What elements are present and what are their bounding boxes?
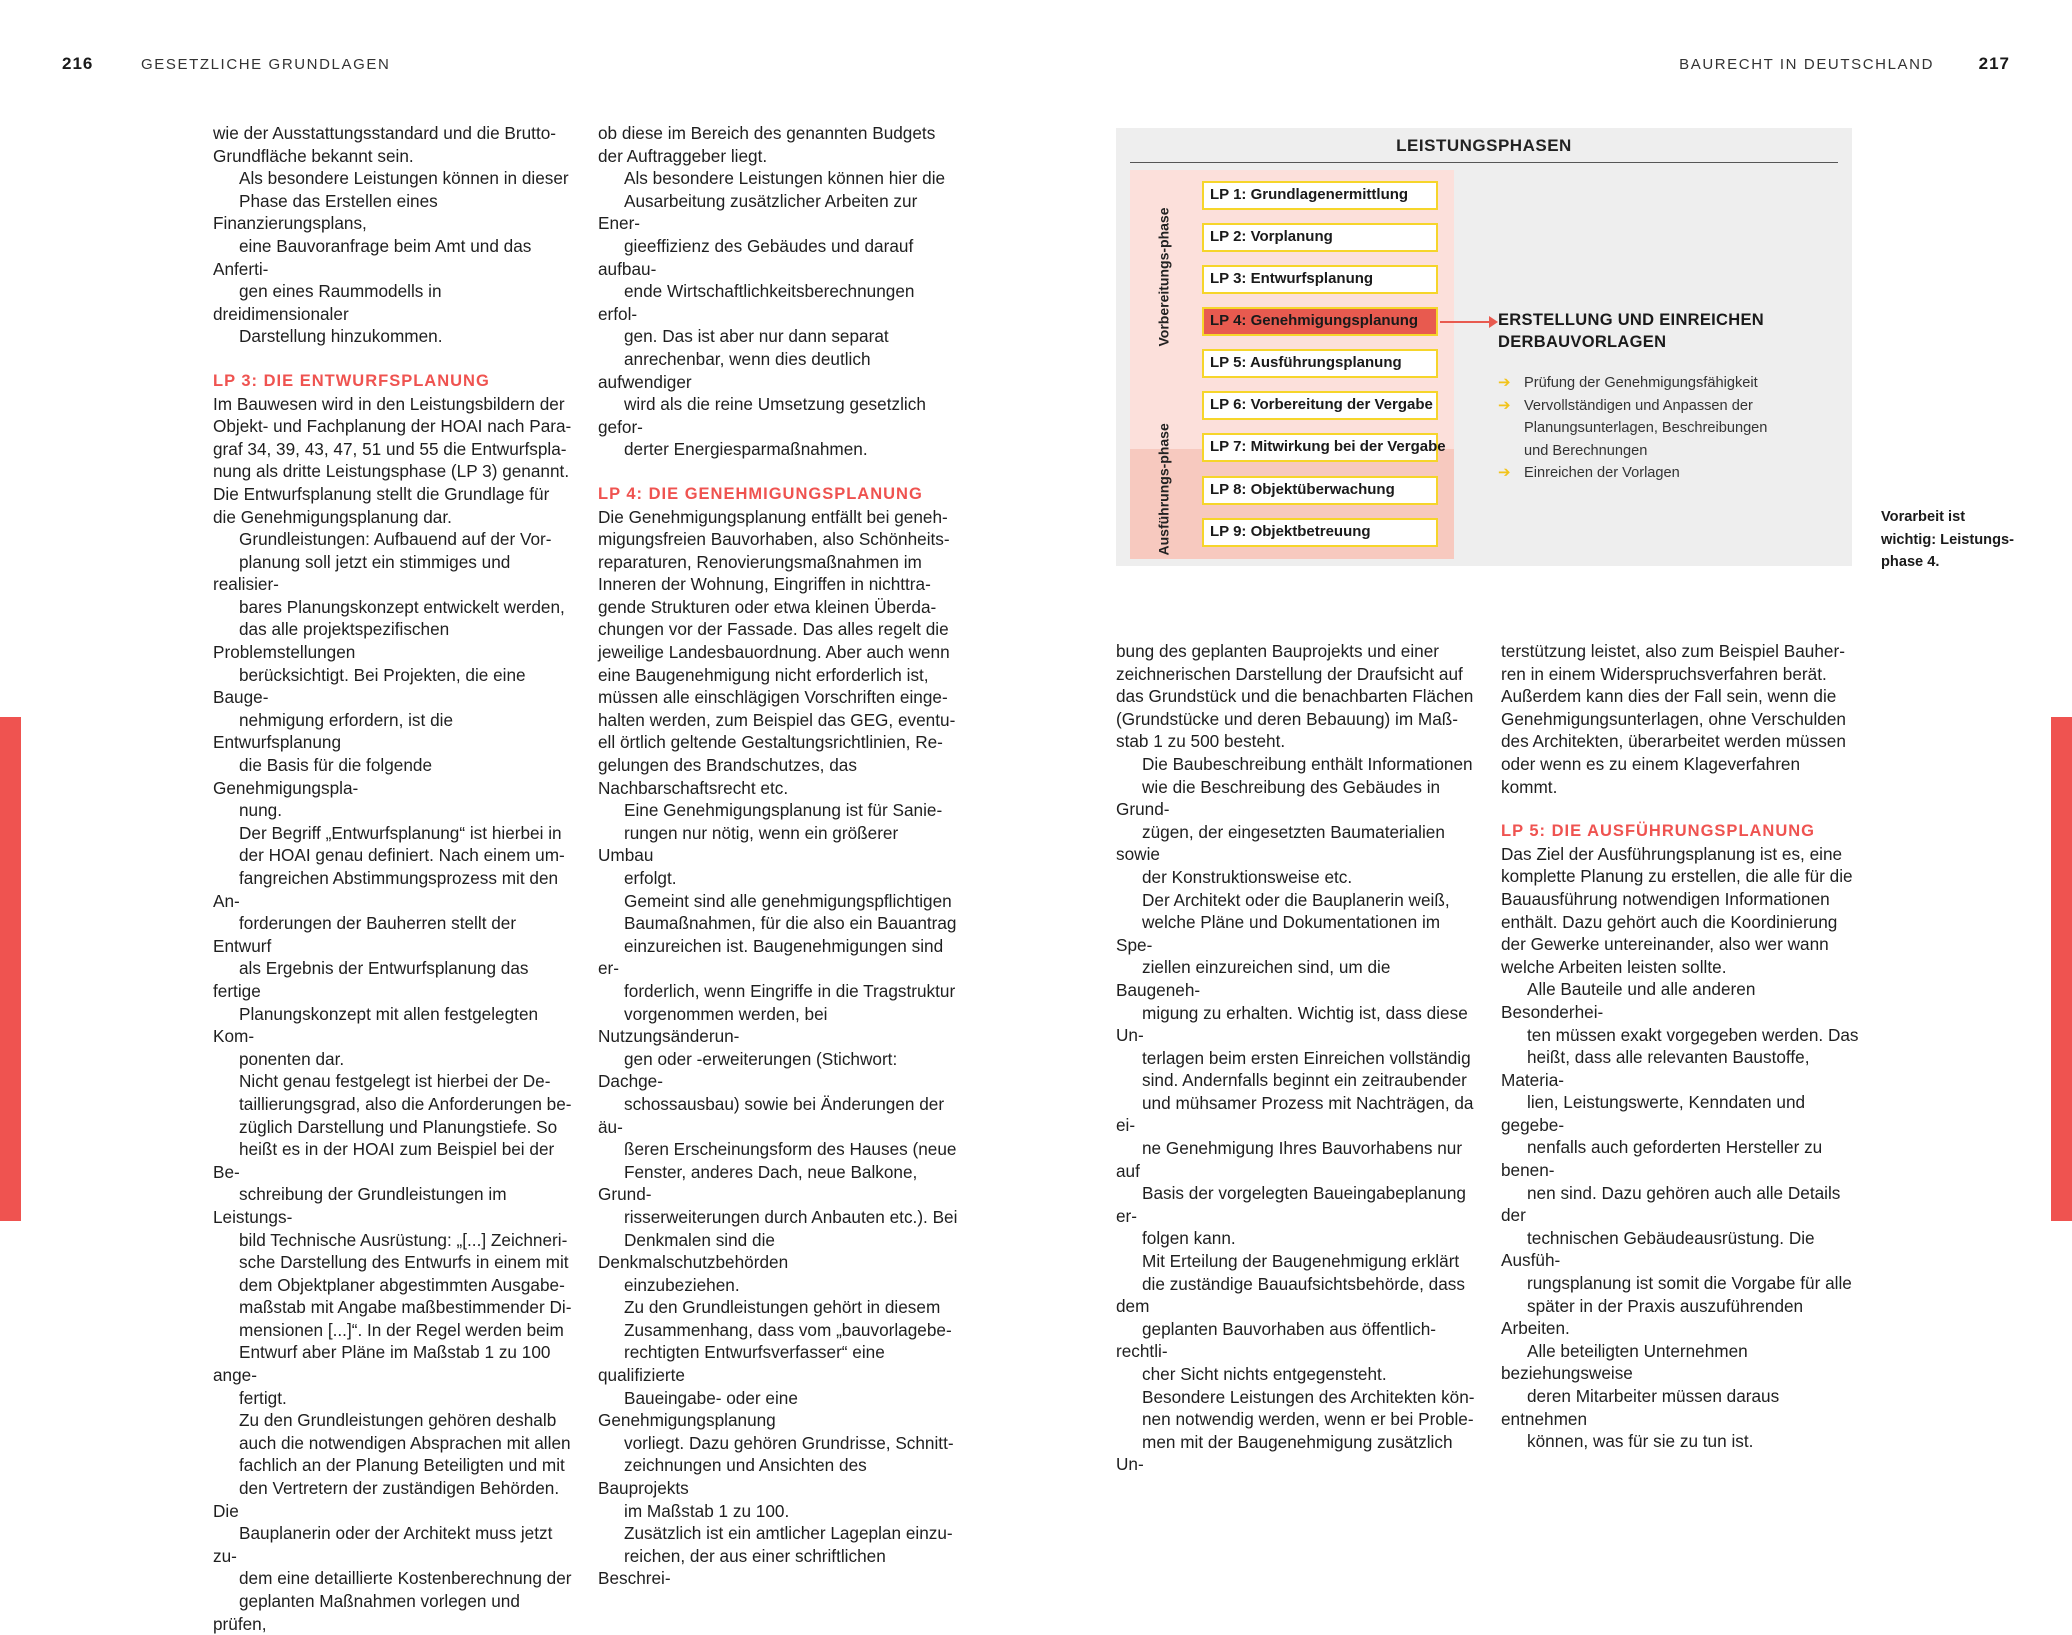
text-line: vorliegt. Dazu gehören Grundrisse, Schnitt- — [624, 1432, 954, 1453]
text-line: risserweiterungen durch Anbauten etc.). Bei — [624, 1206, 958, 1227]
text-line: terstützung leistet, also zum Beispiel Bauher- — [1501, 641, 1845, 661]
text-line: Bauausführung notwendigen Informationen — [1501, 888, 1830, 909]
text-line: Im Bauwesen wird in den Leistungsbildern der — [213, 393, 565, 414]
text-line: welche Pläne und Dokumentationen im Spe- — [1116, 912, 1441, 955]
text-line: Vervollständigen und Anpassen der — [1524, 397, 1753, 414]
text-line: komplette Planung zu erstellen, die alle für die — [1501, 866, 1853, 887]
text-line: dem Objektplaner abgestimmten Ausgabe- — [239, 1274, 565, 1295]
paragraph — [1116, 640, 1476, 753]
text-line: der HOAI genau definiert. Nach einem um- — [239, 845, 565, 866]
bullet-list — [1498, 372, 1818, 485]
phase-box-lp5: LP 5: Ausführungsplanung — [1202, 349, 1438, 378]
text-line: bild Technische Ausrüstung: „[...] Zeichneri- — [239, 1229, 568, 1250]
text-line: schreibung der Grundleistungen im Leistungs- — [213, 1184, 507, 1227]
text-line: reichen, der aus einer schriftlichen Beschrei- — [598, 1545, 886, 1589]
text-line: Außerdem kann dies der Fall sein, wenn die — [1501, 686, 1837, 707]
text-line: im Maßstab 1 zu 100. — [624, 1500, 790, 1521]
text-line: nenfalls auch geforderten Hersteller zu benen- — [1501, 1137, 1823, 1181]
text-line: und mühsamer Prozess mit Nachträgen, da ei- — [1116, 1092, 1474, 1136]
text-line: cher Sicht nichts entgegensteht. — [1142, 1364, 1387, 1384]
text-line: forderungen der Bauherren stellt der Entwurf — [213, 913, 517, 956]
text-line: sind. Andernfalls beginnt ein zeitraubender — [1142, 1070, 1467, 1091]
text-line: Mit Erteilung der Baugenehmigung erklärt — [1142, 1251, 1460, 1272]
text-line: gen oder -erweiterungen (Stichwort: Dachge- — [598, 1048, 898, 1092]
text-line: migung zu erhalten. Wichtig ist, dass diese Un- — [1116, 1002, 1468, 1046]
text-line: zügen, der eingesetzten Baumaterialien sowie — [1116, 821, 1445, 865]
text-line: Eine Genehmigungsplanung ist für Sanie- — [624, 800, 943, 821]
text-line: Die Baubeschreibung enthält Informationen — [1142, 753, 1473, 774]
paragraph — [1116, 1386, 1476, 1476]
text-line: gen eines Raummodells in dreidimensionaler — [213, 281, 442, 324]
text-line: züglich Darstellung und Planungstiefe. So — [239, 1116, 558, 1137]
text-line: Zusätzlich ist ein amtlicher Lageplan einzu- — [624, 1523, 953, 1544]
text-line: stab 1 zu 500 besteht. — [1116, 731, 1286, 752]
paragraph — [213, 122, 573, 167]
text-line: fangreichen Abstimmungsprozess mit den An- — [213, 868, 559, 911]
text-line: wird als die reine Umsetzung gesetzlich gefor- — [598, 394, 926, 437]
text-line: gen. Das ist aber nur dann separat — [624, 326, 889, 347]
text-line: wie die Beschreibung des Gebäudes in Grund- — [1116, 776, 1441, 820]
text-line: Baumaßnahmen, für die also ein Bauantrag — [624, 913, 957, 934]
text-line: Inneren der Wohnung, Eingriffen in nichttra- — [598, 574, 931, 595]
text-line: ende Wirtschaftlichkeitsberechnungen erfol- — [598, 281, 915, 324]
text-line: ne Genehmigung Ihres Bauvorhabens nur auf — [1116, 1138, 1463, 1181]
text-line: zeichnungen und Ansichten des Bauprojekts — [598, 1455, 867, 1499]
text-line: Fenster, anderes Dach, neue Balkone, Grund- — [598, 1161, 918, 1205]
text-line: vorgenommen werden, bei Nutzungsänderun- — [598, 1003, 828, 1047]
text-line: nung als dritte Leistungsphase (LP 3) genannt. — [213, 461, 570, 482]
phase-label-preparation — [1155, 207, 1173, 347]
phase-label-execution — [1155, 423, 1173, 556]
text-line: maßstab mit Angabe maßbestimmender Di- — [239, 1297, 572, 1318]
page-number-right: 217 — [1978, 54, 2010, 73]
text-line: Als besondere Leistungen können in dieser — [239, 168, 569, 189]
text-line: forderlich, wenn Eingriffe in die Tragstruktur — [624, 980, 956, 1001]
text-line: heißt, dass alle relevanten Baustoffe, Materia- — [1501, 1047, 1810, 1090]
text-line: eine Baugenehmigung nicht erforderlich ist, — [598, 664, 929, 685]
text-line: men mit der Baugenehmigung zusätzlich Un- — [1116, 1431, 1453, 1475]
text-line: als Ergebnis der Entwurfsplanung das fertige — [213, 958, 529, 1001]
text-line: Basis der vorgelegten Baueingabeplanung er- — [1116, 1183, 1466, 1226]
text-line: auch die notwendigen Absprachen mit allen — [239, 1432, 571, 1453]
section-heading-lp3: LP 3: DIE ENTWURFSPLANUNG — [213, 371, 490, 390]
text-line: die Basis für die folgende Genehmigungspla- — [213, 755, 433, 798]
text-line: müssen alle einschlägigen Vorschriften einge- — [598, 687, 948, 708]
text-line: dem eine detaillierte Kostenberechnung der — [239, 1568, 572, 1589]
phase-box-lp6: LP 6: Vorbereitung der Vergabe — [1202, 391, 1438, 420]
text-line: können, was für sie zu tun ist. — [1527, 1431, 1754, 1452]
text-line: einzureichen ist. Baugenehmigungen sind er- — [598, 935, 944, 979]
text-line: gelungen des Brandschutzes, das — [598, 755, 857, 776]
running-head-left: GESETZLICHE GRUNDLAGEN — [141, 56, 391, 73]
section-heading-lp4: LP 4: DIE GENEHMIGUNGSPLANUNG — [598, 484, 923, 503]
edge-marker-left — [0, 717, 21, 1221]
paragraph — [598, 506, 958, 800]
text-line: ten müssen exakt vorgegeben werden. Das — [1527, 1024, 1859, 1045]
text-line: Der Begriff „Entwurfsplanung“ ist hierbei in — [239, 822, 562, 843]
text-line: nen sind. Dazu gehören auch alle Details der — [1501, 1182, 1841, 1226]
arrow-bullet-icon: ➔ — [1498, 396, 1511, 414]
arrow-connector — [1440, 321, 1492, 323]
text-line: der Gewerke untereinander, also wer wann — [1501, 934, 1829, 955]
text-line: heißt es in der HOAI zum Beispiel bei der Be- — [213, 1139, 555, 1182]
text-line: ell örtlich geltende Gestaltungsrichtlinien, Re- — [598, 732, 943, 753]
text-line: Nachbarschaftsrecht etc. — [598, 777, 789, 798]
text-line: Vorarbeit ist — [1881, 509, 1966, 525]
text-line: welche Arbeiten leisten sollte. — [1501, 956, 1727, 977]
text-line: nung. — [239, 800, 283, 821]
paragraph — [598, 1522, 958, 1590]
text-line: Objekt- und Fachplanung der HOAI nach Para- — [213, 416, 572, 437]
text-line: eine Bauvoranfrage beim Amt und das Anferti- — [213, 235, 532, 279]
text-line: ERSTELLUNG UND EINREICHEN DER — [1498, 311, 1765, 351]
paragraph — [213, 1070, 573, 1409]
text-line: wichtig: Leistungs- — [1881, 531, 2014, 548]
text-line: taillierungsgrad, also die Anforderungen be- — [239, 1093, 572, 1114]
text-line: jeweilige Landesbauordnung. Aber auch wenn — [598, 642, 950, 663]
paragraph — [1116, 889, 1476, 1251]
text-line: die zuständige Bauaufsichtsbehörde, dass dem — [1116, 1273, 1465, 1317]
arrow-bullet-icon: ➔ — [1498, 464, 1511, 481]
text-line: Als besondere Leistungen können hier die — [624, 168, 946, 189]
text-line: Grundfläche bekannt sein. — [213, 145, 414, 166]
text-line: einzubeziehen. — [624, 1274, 740, 1295]
text-line: folgen kann. — [1142, 1228, 1236, 1249]
text-line: reparaturen, Renovierungsmaßnahmen im — [598, 551, 922, 572]
text-line: Darstellung hinzukommen. — [239, 326, 443, 347]
text-line: Prüfung der Genehmigungsfähigkeit — [1524, 375, 1758, 391]
text-line: Die Genehmigungsplanung entfällt bei geneh- — [598, 506, 948, 527]
text-line: Alle Bauteile und alle anderen Besonderhei- — [1501, 979, 1756, 1022]
text-line: das Grundstück und die benachbarten Flächen — [1116, 686, 1474, 707]
paragraph — [1116, 753, 1476, 889]
list-item-text — [1524, 372, 1818, 395]
phase-box-lp1: LP 1: Grundlagenermittlung — [1202, 181, 1438, 210]
text-line: ren in einem Widerspruchsverfahren berät. — [1501, 663, 1827, 684]
text-column-1 — [213, 122, 573, 1635]
text-line: Das Ziel der Ausführungsplanung ist es, eine — [1501, 843, 1843, 864]
text-line: derter Energiesparmaßnahmen. — [624, 439, 868, 460]
text-line: Die Entwurfsplanung stellt die Grundlage für — [213, 483, 550, 504]
phase-box-lp3: LP 3: Entwurfsplanung — [1202, 265, 1438, 294]
text-line: ziellen einzureichen sind, um die Baugeneh- — [1116, 957, 1391, 1000]
text-line: Zu den Grundleistungen gehört in diesem — [624, 1297, 941, 1318]
margin-caption — [1881, 506, 2021, 574]
edge-marker-right — [2051, 717, 2072, 1221]
leistungsphasen-diagram — [1116, 128, 1852, 566]
paragraph — [1501, 843, 1861, 979]
paragraph — [598, 799, 958, 889]
text-line: der Auftraggeber liegt. — [598, 145, 768, 166]
text-line: (Grundstücke und deren Bebauung) im Maß- — [1116, 708, 1459, 729]
text-line: graf 34, 39, 43, 47, 51 und 55 die Entwurfspla- — [213, 438, 567, 459]
arrow-right-icon — [1489, 316, 1498, 328]
text-line: Der Architekt oder die Bauplanerin weiß, — [1142, 889, 1450, 910]
text-line: phase — [1155, 423, 1172, 464]
text-line: Grundleistungen: Aufbauend auf der Vor- — [239, 529, 552, 550]
text-column-4 — [1501, 640, 1861, 1453]
text-line: Alle beteiligten Unternehmen beziehungsweise — [1501, 1340, 1748, 1384]
diagram-title: LEISTUNGSPHASEN — [1130, 136, 1838, 163]
text-line: das alle projektspezifischen Problemstellungen — [213, 619, 450, 663]
paragraph — [1501, 640, 1861, 798]
phase-box-lp8: LP 8: Objektüberwachung — [1202, 476, 1438, 505]
text-line: Ausführungs- — [1155, 463, 1172, 556]
page-number-left: 216 — [62, 54, 94, 73]
text-line: fachlich an der Planung Beteiligten und mit — [239, 1455, 565, 1476]
text-line: rungen nur nötig, wenn ein größerer Umbau — [598, 822, 899, 866]
phase-box-lp4-highlighted: LP 4: Genehmigungsplanung — [1202, 307, 1438, 336]
text-line: planung soll jetzt ein stimmiges und realisier- — [213, 551, 511, 595]
list-item — [1498, 462, 1818, 485]
text-line: nehmigung erfordern, ist die Entwurfsplanung — [213, 709, 454, 753]
text-line: gieeffizienz des Gebäudes und darauf aufbau- — [598, 235, 914, 279]
paragraph — [598, 122, 958, 167]
text-line: erfolgt. — [624, 868, 677, 888]
text-line: migungsfreien Bauvorhaben, also Schönheits- — [598, 529, 950, 550]
highlight-heading — [1498, 309, 1818, 353]
text-line: geplanten Maßnahmen vorlegen und prüfen, — [213, 1591, 520, 1634]
text-line: rechtigten Entwurfsverfasser“ eine qualifizierte — [598, 1342, 885, 1386]
text-line: technischen Gebäudeausrüstung. Die Ausfüh- — [1501, 1227, 1815, 1271]
text-column-3 — [1116, 640, 1476, 1476]
text-line: Genehmigungsunterlagen, ohne Verschulden — [1501, 708, 1846, 729]
text-line: zeichnerischen Darstellung der Draufsicht auf — [1116, 663, 1463, 684]
text-line: nen notwendig werden, wenn er bei Proble- — [1142, 1409, 1474, 1430]
text-line: ponenten dar. — [239, 1048, 345, 1069]
text-line: BAUVORLAGEN — [1533, 333, 1667, 351]
text-line: Zusammenhang, dass vom „bauvorlagebe- — [624, 1319, 952, 1340]
text-line: phase — [1155, 207, 1172, 248]
text-line: der Konstruktionsweise etc. — [1142, 866, 1353, 887]
paragraph — [598, 1296, 958, 1522]
arrow-bullet-icon: ➔ — [1498, 374, 1511, 391]
text-line: halten werden, zum Beispiel das GEG, eventu- — [598, 709, 956, 730]
text-line: des Architekten, überarbeitet werden müssen — [1501, 731, 1846, 752]
text-line: Baueingabe- oder eine Genehmigungsplanung — [598, 1387, 798, 1431]
text-line: und Berechnungen — [1524, 442, 1648, 459]
text-line: ßeren Erscheinungsform des Hauses (neue — [624, 1139, 957, 1160]
text-line: Nicht genau festgelegt ist hierbei der De- — [239, 1071, 551, 1092]
text-line: Bauplanerin oder der Architekt muss jetzt zu- — [213, 1523, 553, 1566]
text-line: Ausarbeitung zusätzlicher Arbeiten zur Ener- — [598, 190, 918, 234]
paragraph — [1501, 978, 1861, 1452]
paragraph — [213, 528, 573, 822]
text-line: rungsplanung ist somit die Vorgabe für alle — [1527, 1273, 1852, 1294]
text-line: wie der Ausstattungsstandard und die Brutto- — [213, 123, 557, 143]
text-line: sche Darstellung des Entwurfs in einem mit — [239, 1252, 569, 1273]
text-line: Denkmalen sind die Denkmalschutzbehörden — [598, 1229, 789, 1273]
paragraph — [213, 822, 573, 1071]
paragraph — [213, 393, 573, 529]
paragraph — [1116, 1250, 1476, 1386]
text-line: Vorbereitungs- — [1155, 247, 1172, 347]
paragraph — [598, 890, 958, 1297]
phase-box-lp7: LP 7: Mitwirkung bei der Vergabe — [1202, 433, 1438, 462]
text-line: Besondere Leistungen des Architekten kön- — [1142, 1386, 1475, 1407]
phase-box-lp9: LP 9: Objektbetreuung — [1202, 518, 1438, 547]
text-line: Einreichen der Vorlagen — [1524, 465, 1680, 481]
text-line: Gemeint sind alle genehmigungspflichtigen — [624, 890, 952, 911]
text-line: Planungskonzept mit allen festgelegten Kom- — [213, 1003, 539, 1047]
list-item-text — [1524, 462, 1818, 485]
text-line: enthält. Dazu gehört auch die Koordinierung — [1501, 911, 1838, 932]
text-line: berücksichtigt. Bei Projekten, die eine Bauge- — [213, 664, 526, 708]
text-line: mensionen [...]“. In der Regel werden beim — [239, 1319, 564, 1340]
text-line: ob diese im Bereich des genannten Budgets — [598, 123, 936, 143]
text-line: anrechenbar, wenn dies deutlich aufwendiger — [598, 348, 871, 392]
text-line: den Vertretern der zuständigen Behörden. Die — [213, 1478, 560, 1521]
text-line: phase 4. — [1881, 554, 1940, 570]
text-line: schossausbau) sowie bei Änderungen der äu- — [598, 1093, 945, 1137]
text-line: lien, Leistungswerte, Kenndaten und gegebe- — [1501, 1092, 1806, 1135]
text-line: geplanten Bauvorhaben aus öffentlich-rechtli- — [1116, 1318, 1436, 1362]
text-line: Entwurf aber Pläne im Maßstab 1 zu 100 ange- — [213, 1342, 551, 1386]
text-line: deren Mitarbeiter müssen daraus entnehmen — [1501, 1386, 1780, 1429]
text-line: Zu den Grundleistungen gehören deshalb — [239, 1410, 557, 1431]
text-line: fertigt. — [239, 1387, 287, 1408]
text-line: Phase das Erstellen eines Finanzierungsplans, — [213, 190, 438, 234]
list-item — [1498, 395, 1818, 463]
phase-box-lp2: LP 2: Vorplanung — [1202, 223, 1438, 252]
paragraph — [213, 167, 573, 348]
text-line: terlagen beim ersten Einreichen vollständig — [1142, 1047, 1471, 1068]
text-line: bares Planungskonzept entwickelt werden, — [239, 596, 565, 617]
paragraph — [598, 167, 958, 461]
text-line: später in der Praxis auszuführenden Arbeiten. — [1501, 1295, 1804, 1339]
running-head-right: BAURECHT IN DEUTSCHLAND — [1679, 56, 1934, 73]
text-line: bung des geplanten Bauprojekts und einer — [1116, 641, 1439, 661]
text-line: oder wenn es zu einem Klageverfahren kommt. — [1501, 753, 1801, 797]
list-item-text — [1524, 395, 1818, 463]
section-heading-lp5: LP 5: DIE AUSFÜHRUNGSPLANUNG — [1501, 822, 1816, 841]
text-line: chungen vor der Fassade. Das alles regelt die — [598, 619, 949, 640]
text-line: Planungsunterlagen, Beschreibungen — [1524, 420, 1768, 436]
text-column-2 — [598, 122, 958, 1590]
paragraph — [213, 1409, 573, 1635]
text-line: gende Strukturen oder etwa kleinen Überda- — [598, 596, 937, 617]
list-item — [1498, 372, 1818, 395]
text-line: die Genehmigungsplanung dar. — [213, 506, 452, 527]
